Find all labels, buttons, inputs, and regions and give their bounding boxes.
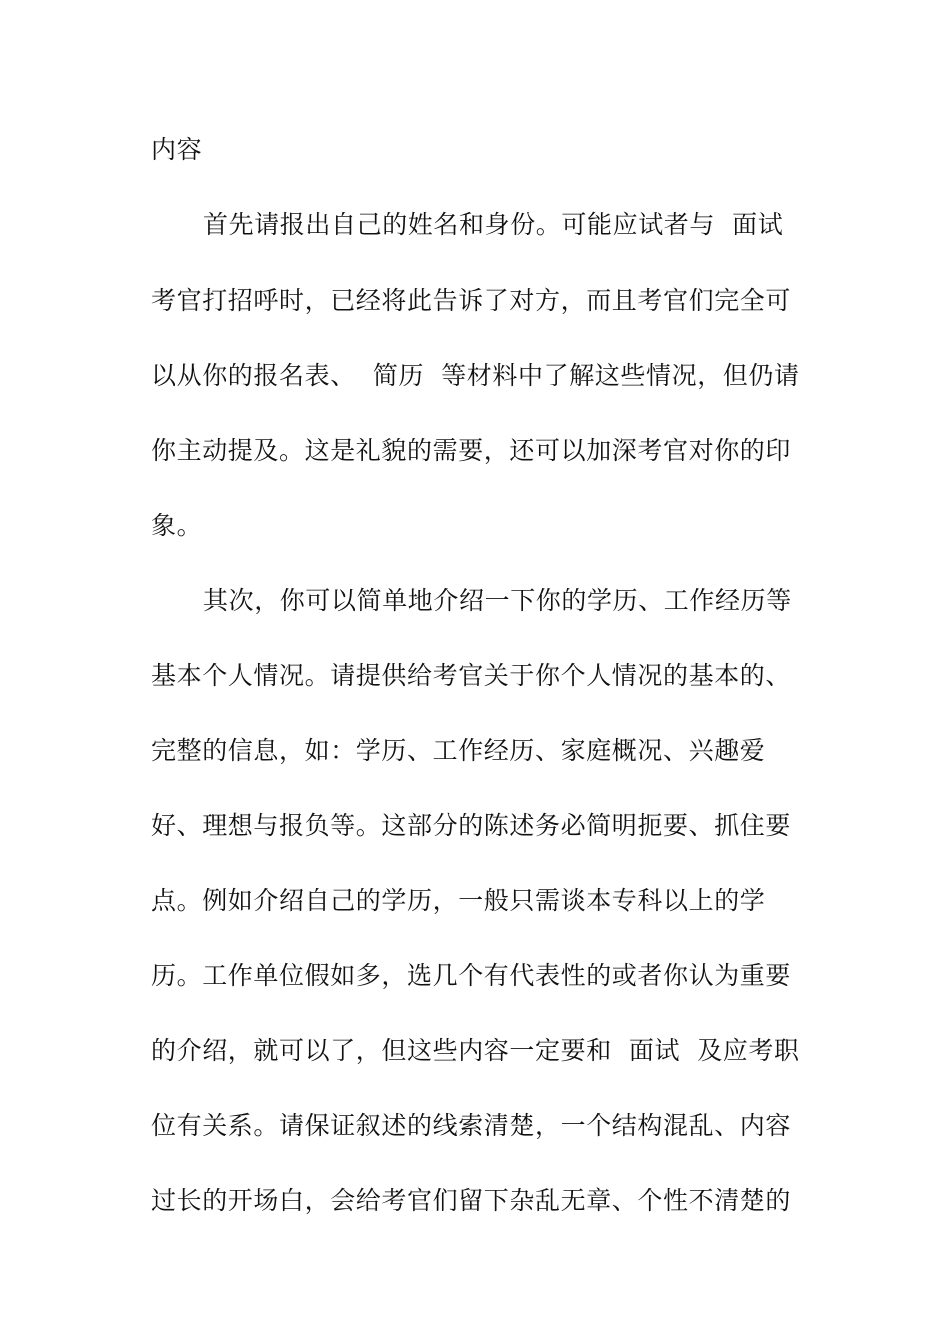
paragraph-line: 以从你的报名表、 简历 等材料中了解这些情况，但仍请 — [151, 361, 800, 390]
paragraph-line: 象。 — [151, 511, 203, 540]
paragraph-line: 历。工作单位假如多，选几个有代表性的或者你认为重要 — [151, 961, 792, 990]
paragraph-line: 基本个人情况。请提供给考官关于你个人情况的基本的、 — [151, 661, 792, 690]
paragraph-line: 首先请报出自己的姓名和身份。可能应试者与 面试 — [203, 210, 784, 239]
paragraph-line: 过长的开场白，会给考官们留下杂乱无章、个性不清楚的 — [151, 1186, 792, 1215]
paragraph-line: 你主动提及。这是礼貌的需要，还可以加深考官对你的印 — [151, 436, 792, 465]
paragraph-line: 完整的信息，如：学历、工作经历、家庭概况、兴趣爱 — [151, 736, 766, 765]
paragraph-line: 的介绍，就可以了，但这些内容一定要和 面试 及应考职 — [151, 1036, 800, 1065]
paragraph-line: 好、理想与报负等。这部分的陈述务必简明扼要、抓住要 — [151, 811, 792, 840]
paragraph-line: 位有关系。请保证叙述的线索清楚，一个结构混乱、内容 — [151, 1111, 792, 1140]
paragraph-line: 其次，你可以简单地介绍一下你的学历、工作经历等 — [203, 586, 792, 615]
paragraph-line: 考官打招呼时，已经将此告诉了对方，而且考官们完全可 — [151, 286, 792, 315]
heading-line: 内容 — [151, 135, 203, 164]
paragraph-line: 点。例如介绍自己的学历，一般只需谈本专科以上的学 — [151, 886, 766, 915]
